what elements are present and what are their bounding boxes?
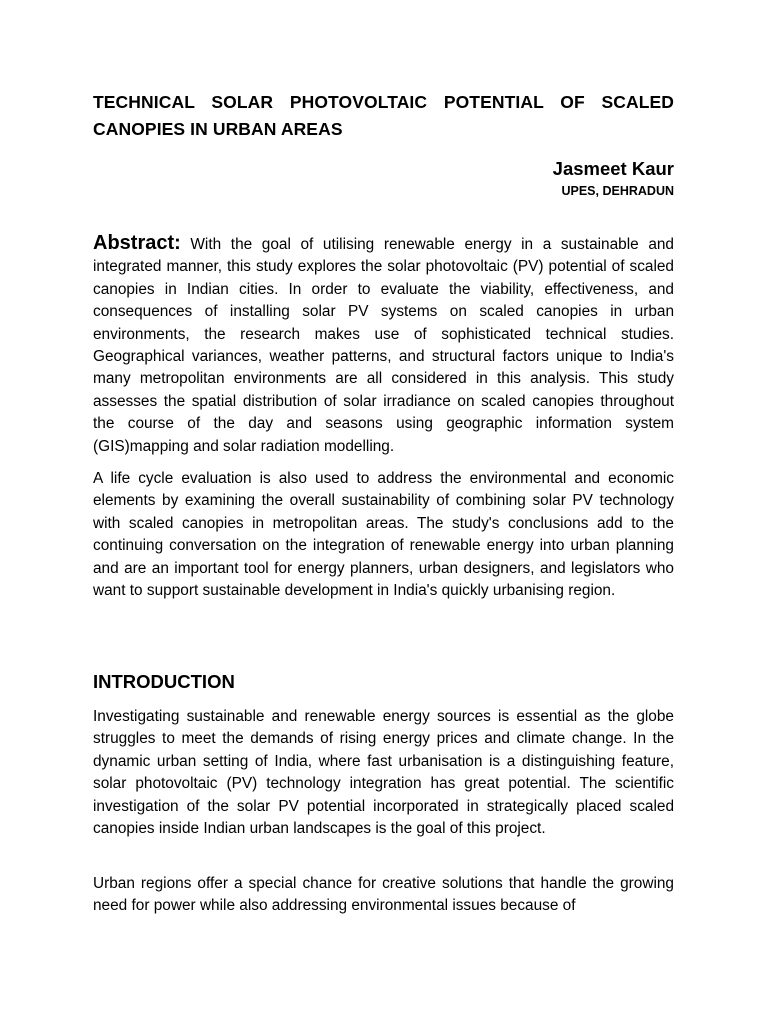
introduction-heading: INTRODUCTION (93, 671, 235, 692)
abstract-paragraph-2: A life cycle evaluation is also used to address the environmental and economic elements by examining the overall sustainability of combining solar PV technology with scaled canopies in metropolitan areas. The study's conclusions add to the continuing conversation on the integration of renewable energy into urban planning and are an important tool for energy planners, urban designers, and legislators who want to support sustainable development in India's quickly urbanising region. (93, 470, 674, 600)
introduction-paragraph-1: Investigating sustainable and renewable energy sources is essential as the globe struggles to meet the demands of rising energy prices and climate change. In the dynamic urban setting of India, where fast urbanisation is a distinguishing feature, solar photovoltaic (PV) technology integration has great potential. The scientific investigation of the solar PV potential incorporated in strategically placed scaled canopies inside Indian urban landscapes is the goal of this project. (93, 708, 674, 838)
abstract-section (93, 232, 674, 458)
author-block (553, 156, 674, 200)
paper-title: TECHNICAL SOLAR PHOTOVOLTAIC POTENTIAL OF SCALED CANOPIES IN URBAN AREAS (93, 92, 674, 139)
author-name: Jasmeet Kaur (552, 158, 674, 179)
author-affiliation: UPES, DEHRADUN (561, 184, 674, 198)
introduction-paragraph-2: Urban regions offer a special chance for creative solutions that handle the growing need for power while also addressing environmental issues because of (93, 875, 674, 915)
abstract-heading: Abstract: (93, 232, 181, 254)
abstract-text: With the goal of utilising renewable energy in a sustainable and integrated manner, this study explores the solar photovoltaic (PV) potential of scaled canopies in Indian cities. In order to evaluate the viability, effectiveness, and consequences of installing solar PV systems on scaled canopies in urban environments, the research makes use of sophisticated technical studies. Geographical variances, weather patterns, and structural factors unique to India's many metropolitan environments are all considered in this analysis. This study assesses the spatial distribution of solar irradiance on scaled canopies throughout the course of the day and seasons using geographic information system (GIS)mapping and solar radiation modelling. (93, 236, 674, 455)
abstract-paragraph-1 (93, 232, 674, 458)
